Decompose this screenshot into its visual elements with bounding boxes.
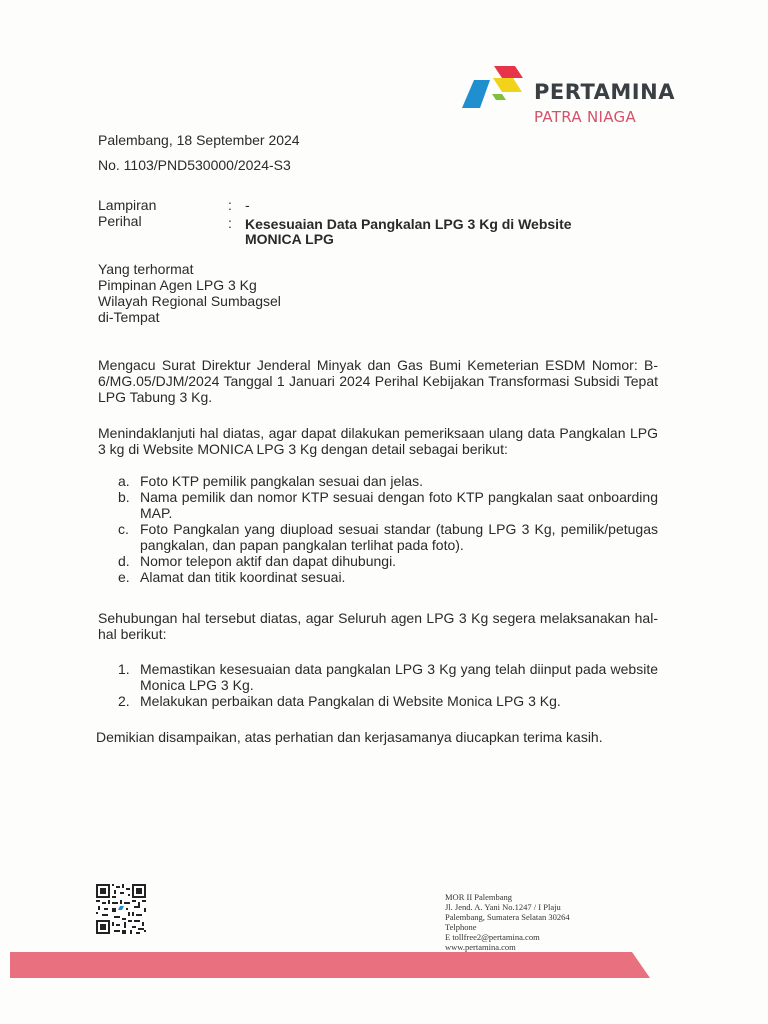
list-item (118, 569, 658, 585)
list-item (118, 473, 658, 489)
qr-code-icon (96, 884, 146, 934)
footer-address (445, 892, 570, 952)
paragraph-followup: Menindaklanjuti hal diatas, agar dapat dilakukan pemeriksaan ulang data Pangkalan LPG 3 kg di Website MONICA LPG 3 Kg dengan detail sebagai berikut: (98, 425, 658, 457)
logo-name: PERTAMINA (534, 80, 675, 104)
footer-email: E tollfree2@pertamina.com (445, 932, 540, 942)
list-text: Alamat dan titik koordinat sesuai. (140, 569, 346, 585)
closing-sentence: Demikian disampaikan, atas perhatian dan kerjasamanya diucapkan terima kasih. (96, 729, 603, 745)
list-marker: b. (118, 489, 130, 505)
perihal-label: Perihal (98, 213, 142, 229)
list-marker: e. (118, 569, 130, 585)
list-marker: 2. (118, 693, 130, 709)
list-text: Nomor telepon aktif dan dapat dihubungi. (140, 553, 397, 569)
pertamina-logo (460, 64, 680, 134)
perihal-subject-line1: Kesesuaian Data Pangkalan LPG 3 Kg di Website (245, 216, 572, 232)
recipient-region: Wilayah Regional Sumbagsel (98, 293, 281, 309)
checklist (118, 473, 658, 585)
list-text: Nama pemilik dan nomor KTP sesuai dengan foto KTP pangkalan saat onboarding MAP. (140, 489, 658, 521)
letter-number: No. 1103/PND530000/2024-S3 (98, 157, 291, 173)
perihal-subject-line2: MONICA LPG (245, 231, 334, 247)
footer-street: Jl. Jend. A. Yani No.1247 / I Plaju (445, 902, 561, 912)
list-item (118, 661, 658, 693)
list-marker: c. (118, 521, 129, 537)
list-text: Foto Pangkalan yang diupload sesuai standar (tabung LPG 3 Kg, pemilik/petugas pangkalan, dan papan pangkalan terlihat pada foto). (140, 521, 658, 553)
action-list (118, 661, 658, 709)
list-marker: a. (118, 473, 130, 489)
paragraph-reference: Mengacu Surat Direktur Jenderal Minyak dan Gas Bumi Kemeterian ESDM Nomor: B-6/MG.05/DJM/2024 Tanggal 1 Januari 2024 Perihal Kebijakan Transformasi Subsidi Tepat LPG Tabung 3 Kg. (98, 357, 658, 405)
lampiran-label: Lampiran (98, 197, 157, 213)
list-item (118, 489, 658, 521)
footer-office: MOR II Palembang (445, 892, 513, 902)
list-item (118, 693, 658, 709)
recipient-title: Pimpinan Agen LPG 3 Kg (98, 277, 257, 293)
footer-city: Palembang, Sumatera Selatan 30264 (445, 912, 570, 922)
lampiran-value: - (245, 197, 250, 213)
logo-subtitle: PATRA NIAGA (534, 108, 637, 126)
list-text: Melakukan perbaikan data Pangkalan di Website Monica LPG 3 Kg. (140, 693, 561, 709)
list-text: Memastikan kesesuaian data pangkalan LPG 3 Kg yang telah diinput pada website Monica LPG 3 Kg. (140, 661, 658, 693)
footer-pink-bar (10, 952, 650, 978)
lampiran-colon: : (228, 197, 232, 213)
place-date: Palembang, 18 September 2024 (98, 132, 300, 148)
perihal-colon: : (228, 215, 232, 231)
list-marker: 1. (118, 661, 130, 677)
paragraph-instruction: Sehubungan hal tersebut diatas, agar Seluruh agen LPG 3 Kg segera melaksanakan hal-hal berikut: (98, 610, 658, 642)
recipient-place: di-Tempat (98, 309, 160, 325)
list-text: Foto KTP pemilik pangkalan sesuai dan jelas. (140, 473, 424, 489)
list-item (118, 553, 658, 569)
footer-telephone: Telphone (445, 922, 477, 932)
list-marker: d. (118, 553, 130, 569)
footer-website: www.pertamina.com (445, 942, 516, 952)
pertamina-emblem-icon (460, 64, 530, 114)
list-item (118, 521, 658, 553)
recipient-salutation: Yang terhormat (98, 261, 194, 277)
